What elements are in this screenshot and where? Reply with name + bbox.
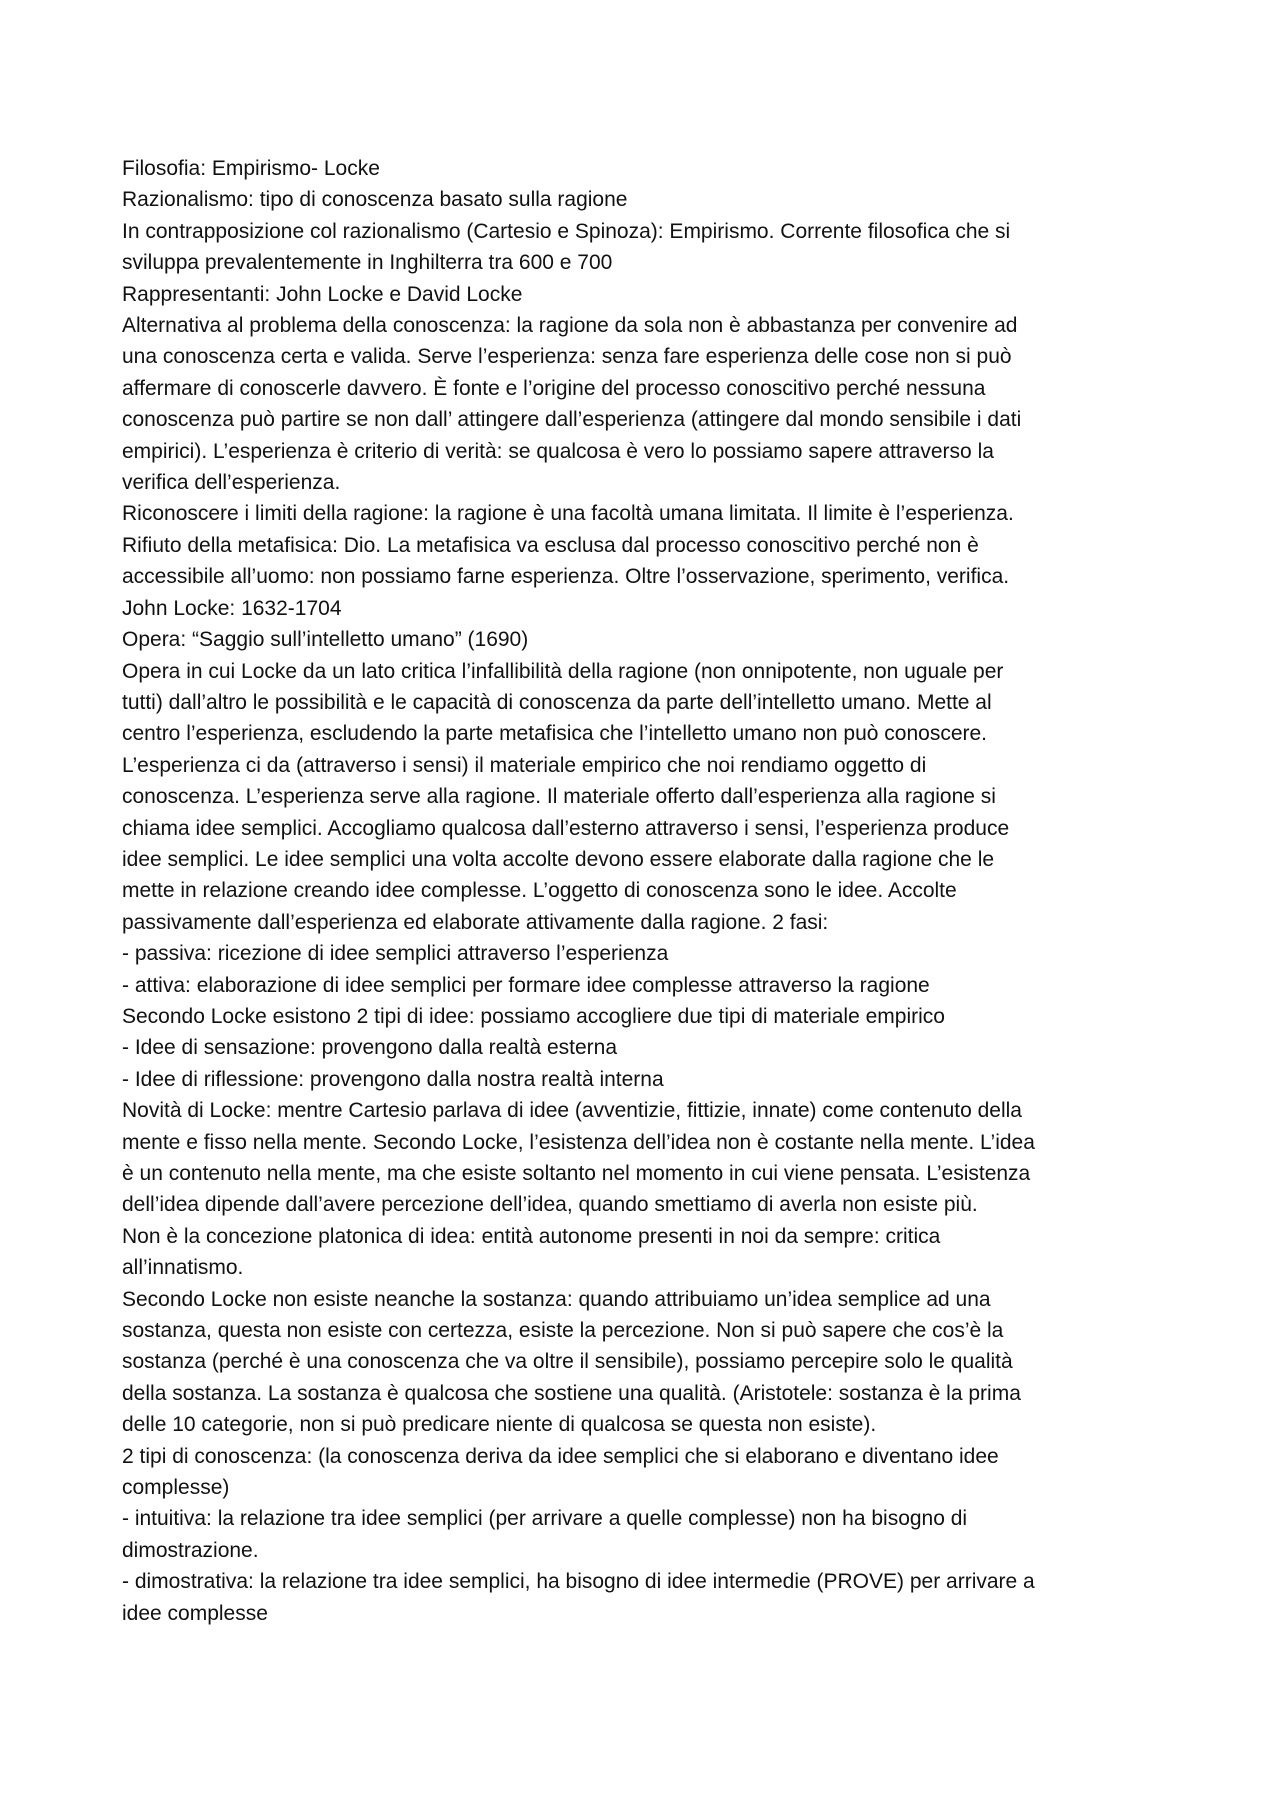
text-line: empirici). L’esperienza è criterio di verità: se qualcosa è vero lo possiamo sapere attraverso la <box>122 439 994 463</box>
text-line: - dimostrativa: la relazione tra idee semplici, ha bisogno di idee intermedie (PROVE) per arrivare a <box>122 1570 1035 1594</box>
text-line: Novità di Locke: mentre Cartesio parlava di idee (avventizie, fittizie, innate) come contenuto della <box>122 1099 1022 1123</box>
text-line: Non è la concezione platonica di idea: entità autonome presenti in noi da sempre: critica <box>122 1224 941 1248</box>
text-line: idee complesse <box>122 1601 268 1625</box>
text-line: conoscenza può partire se non dall’ attingere dall’esperienza (attingere dal mondo sensibile i dati <box>122 408 1022 432</box>
text-line: sviluppa prevalentemente in Inghilterra tra 600 e 700 <box>122 251 613 275</box>
text-line: Secondo Locke non esiste neanche la sostanza: quando attribuiamo un’idea semplice ad una <box>122 1287 991 1311</box>
text-line: è un contenuto nella mente, ma che esiste soltanto nel momento in cui viene pensata. L’esistenza <box>122 1162 1031 1185</box>
text-line: John Locke: 1632-1704 <box>122 596 342 620</box>
text-line: una conoscenza certa e valida. Serve l’esperienza: senza fare esperienza delle cose non si può <box>122 345 1012 369</box>
text-line: Razionalismo: tipo di conoscenza basato sulla ragione <box>122 188 628 212</box>
text-line: Opera in cui Locke da un lato critica l’infallibilità della ragione (non onnipotente, non uguale per <box>122 659 1004 683</box>
text-line: Rifiuto della metafisica: Dio. La metafisica va esclusa dal processo conoscitivo perché non è <box>122 533 979 557</box>
text-line: passivamente dall’esperienza ed elaborate attivamente dalla ragione. 2 fasi: <box>122 910 829 934</box>
text-line: tutti) dall’altro le possibilità e le capacità di conoscenza da parte dell’intelletto umano. Mette al <box>122 690 992 714</box>
text-line: - intuitiva: la relazione tra idee semplici (per arrivare a quelle complesse) non ha bisogno di <box>122 1507 968 1531</box>
text-line: verifica dell’esperienza. <box>122 471 341 495</box>
text-line: accessibile all’uomo: non possiamo farne esperienza. Oltre l’osservazione, sperimento, verifica. <box>122 565 1010 589</box>
text-line: all’innatismo. <box>122 1256 244 1280</box>
text-line: della sostanza. La sostanza è qualcosa che sostiene una qualità. (Aristotele: sostanza è la prima <box>122 1381 1021 1405</box>
text-line: Filosofia: Empirismo- Locke <box>122 157 380 180</box>
text-line: sostanza (perché è una conoscenza che va oltre il sensibile), possiamo percepire solo le qualità <box>122 1350 1013 1374</box>
text-line: idee semplici. Le idee semplici una volta accolte devono essere elaborate dalla ragione che le <box>122 847 995 871</box>
text-line: Opera: “Saggio sull’intelletto umano” (1690) <box>122 628 529 652</box>
text-line: - attiva: elaborazione di idee semplici per formare idee complesse attraverso la ragione <box>122 973 930 997</box>
text-line: In contrapposizione col razionalismo (Cartesio e Spinoza): Empirismo. Corrente filosofica che si <box>122 219 1011 243</box>
text-line: affermare di conoscerle davvero. È fonte e l’origine del processo conoscitivo perché nessuna <box>122 376 986 400</box>
text-line: conoscenza. L’esperienza serve alla ragione. Il materiale offerto dall’esperienza alla ragione si <box>122 785 996 809</box>
text-line: 2 tipi di conoscenza: (la conoscenza deriva da idee semplici che si elaborano e diventano idee <box>122 1444 999 1468</box>
text-line: delle 10 categorie, non si può predicare niente di qualcosa se questa non esiste). <box>122 1413 877 1437</box>
text-line: - Idee di sensazione: provengono dalla realtà esterna <box>122 1036 617 1060</box>
text-line: mente e fisso nella mente. Secondo Locke, l’esistenza dell’idea non è costante nella mente. L’idea <box>122 1130 1035 1154</box>
text-line: dell’idea dipende dall’avere percezione dell’idea, quando smettiamo di averla non esiste più. <box>122 1193 978 1217</box>
text-line: sostanza, questa non esiste con certezza, esiste la percezione. Non si può sapere che cos’è la <box>122 1319 1004 1343</box>
text-line: mette in relazione creando idee complesse. L’oggetto di conoscenza sono le idee. Accolte <box>122 879 957 903</box>
text-line: chiama idee semplici. Accogliamo qualcosa dall’esterno attraverso i sensi, l’esperienza produce <box>122 816 1010 840</box>
text-line: L’esperienza ci da (attraverso i sensi) il materiale empirico che noi rendiamo oggetto di <box>122 753 927 777</box>
text-line: dimostrazione. <box>122 1538 259 1562</box>
text-line: Riconoscere i limiti della ragione: la ragione è una facoltà umana limitata. Il limite è l’esperienza. <box>122 502 1014 526</box>
text-line: complesse) <box>122 1476 230 1500</box>
text-line: Alternativa al problema della conoscenza: la ragione da sola non è abbastanza per convenire ad <box>122 314 1018 338</box>
text-line: Secondo Locke esistono 2 tipi di idee: possiamo accogliere due tipi di materiale empirico <box>122 1004 945 1028</box>
text-line: - Idee di riflessione: provengono dalla nostra realtà interna <box>122 1067 664 1091</box>
text-line: Rappresentanti: John Locke e David Locke <box>122 282 523 306</box>
text-line: - passiva: ricezione di idee semplici attraverso l’esperienza <box>122 942 669 966</box>
document-body <box>122 153 1172 1629</box>
text-line: centro l’esperienza, escludendo la parte metafisica che l’intelletto umano non può conoscere. <box>122 722 988 746</box>
